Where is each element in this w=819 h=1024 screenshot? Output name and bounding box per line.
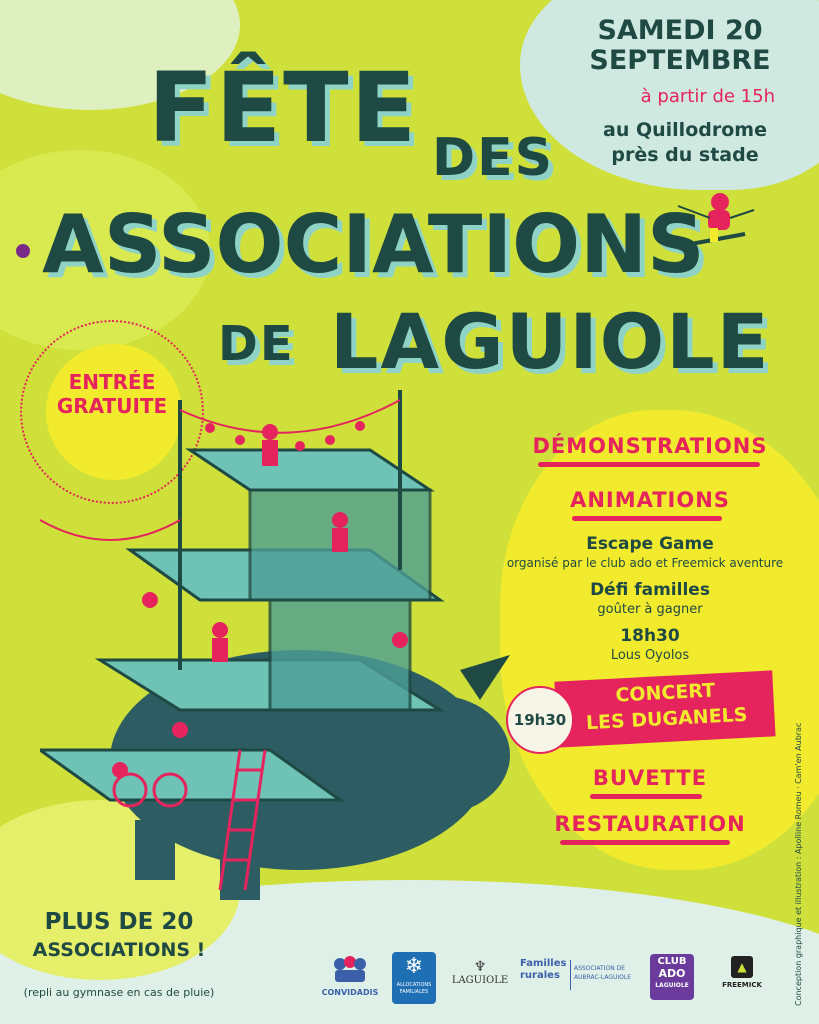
program-defi-sub: goûter à gagner	[597, 602, 703, 617]
program-demonstrations: DÉMONSTRATIONS	[532, 434, 768, 458]
allocations-label: ALLOCATIONS FAMILIALES	[396, 982, 432, 995]
program-defi-title: Défi familles	[590, 580, 710, 600]
concert-time-badge	[506, 686, 574, 754]
logo-convidadis	[318, 954, 382, 1004]
logo-allocations-familiales	[392, 952, 436, 1004]
familles-divider	[570, 960, 571, 990]
program-escape-sub: organisé par le club ado et Freemick aventure	[506, 556, 784, 570]
familles-line-2: rurales	[520, 970, 560, 981]
plus-de-20-associations	[14, 908, 224, 964]
central-illustration	[40, 370, 510, 900]
logo-club-ado	[650, 954, 694, 1000]
clubado-line-2: ADO	[658, 967, 686, 980]
freemick-icon: ▲	[731, 956, 753, 978]
date-line-1: SAMEDI 20	[597, 15, 763, 46]
program-time-1830: 18h30	[620, 626, 680, 646]
concert-time: 19h30	[513, 711, 567, 729]
freemick-label: FREEMICK	[722, 981, 762, 989]
venue-line-2: près du stade	[611, 144, 759, 166]
design-credits: Conception graphique et illustration : Apolline Romeu · Cam'en Aubrac	[794, 722, 803, 1006]
concert-line-1: CONCERT	[614, 679, 716, 707]
badge-line-2: GRATUITE	[56, 394, 168, 418]
title-word-laguiole: LAGUIOLE	[330, 297, 771, 386]
snowflake-icon: ❄	[404, 954, 424, 979]
familles-assoc-line-2: AUBRAC-LAGUIOLE	[574, 974, 632, 981]
date-line-2: SEPTEMBRE	[589, 45, 771, 76]
program-lous-oyolos: Lous Oyolos	[610, 648, 690, 663]
concert-text	[565, 675, 767, 737]
familles-assoc	[574, 964, 634, 982]
title-word-des: DES	[432, 128, 555, 188]
convidadis-icon	[328, 954, 372, 984]
title-word-associations: ASSOCIATIONS	[42, 198, 705, 291]
familles-line-1: Familles	[520, 958, 567, 969]
badge-line-1: ENTRÉE	[68, 370, 156, 394]
program-buvette: BUVETTE	[592, 766, 708, 790]
bee-icon: ♆	[473, 959, 487, 975]
plus-line-1: PLUS DE 20	[44, 909, 194, 935]
clubado-line-1: CLUB	[657, 956, 687, 967]
event-date	[570, 16, 790, 76]
program-escape-title: Escape Game	[586, 534, 714, 554]
title-word-de: DE	[218, 316, 295, 372]
program-restauration: RESTAURATION	[554, 812, 746, 836]
rain-note: (repli au gymnase en cas de pluie)	[23, 986, 215, 999]
familles-assoc-line-1: ASSOCIATION DE	[574, 965, 626, 972]
underline-demonstrations	[538, 462, 760, 467]
laguiole-label: LAGUIOLE	[451, 975, 509, 986]
underline-animations	[572, 516, 722, 521]
event-time: à partir de 15h	[640, 86, 775, 107]
clubado-line-3: LAGUIOLE	[655, 982, 689, 989]
underline-restauration	[560, 840, 730, 845]
convidadis-label: CONVIDADIS	[321, 988, 379, 997]
bg-dot-left	[16, 244, 30, 258]
plus-line-2: ASSOCIATIONS !	[32, 939, 206, 961]
logo-freemick	[714, 956, 770, 1004]
event-venue	[590, 118, 780, 168]
concert-line-2: LES DUGANELS	[585, 703, 748, 735]
familles-brand	[520, 958, 568, 982]
logo-familles-rurales	[520, 958, 630, 1002]
program-animations: ANIMATIONS	[570, 488, 730, 512]
logo-laguiole	[448, 956, 512, 1006]
venue-line-1: au Quillodrome	[603, 119, 767, 141]
title-word-fete: FÊTE	[148, 52, 419, 164]
underline-buvette	[590, 794, 702, 799]
